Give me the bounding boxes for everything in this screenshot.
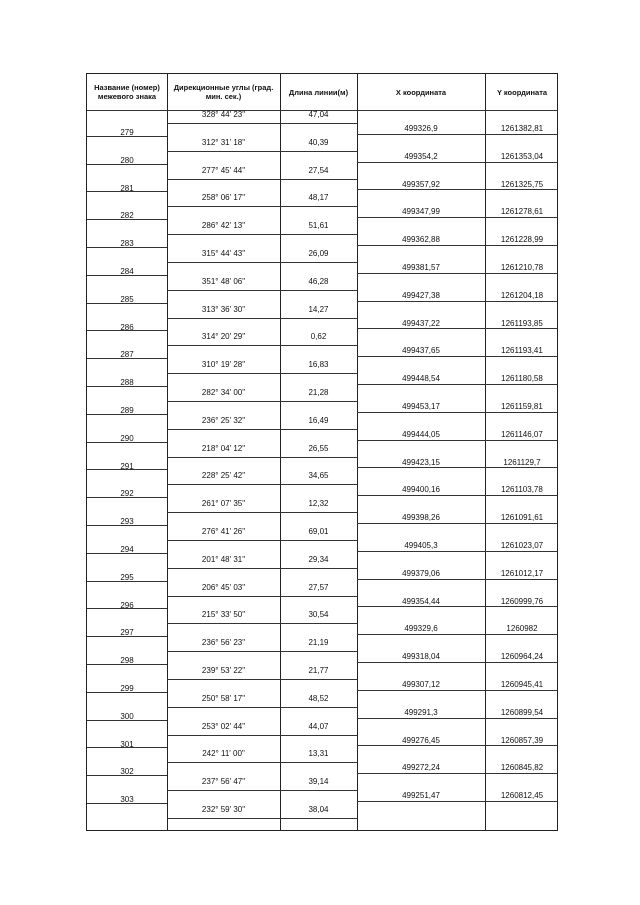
line-length: 13,31 — [308, 749, 329, 759]
segment-underline — [167, 151, 357, 152]
x-coordinate: 499318,04 — [402, 652, 440, 662]
point-row-underline — [87, 386, 167, 387]
point-row-underline — [87, 581, 167, 582]
y-coordinate: 1261204,18 — [500, 290, 544, 300]
line-length: 16,83 — [308, 360, 329, 370]
line-length: 27,54 — [308, 165, 329, 175]
x-coordinate: 499444,05 — [402, 429, 440, 439]
coordinate-underline — [357, 245, 557, 246]
line-length: 16,49 — [308, 415, 329, 425]
coordinate-underline — [357, 495, 557, 496]
directional-angle: 250° 58' 17" — [201, 693, 246, 703]
line-length: 29,34 — [308, 554, 329, 564]
boundary-mark-number: 291 — [120, 461, 134, 471]
y-coordinate: 1261353,04 — [500, 151, 544, 161]
y-coordinate: 1260982 — [506, 624, 538, 634]
line-length: 51,61 — [308, 221, 329, 231]
coordinate-underline — [357, 662, 557, 663]
segment-underline — [167, 540, 357, 541]
x-coordinate: 499276,45 — [402, 735, 440, 745]
x-coordinate: 499354,44 — [402, 596, 440, 606]
line-length: 12,32 — [308, 499, 329, 509]
directional-angle: 277° 45' 44" — [201, 165, 246, 175]
directional-angle: 276° 41' 26" — [201, 527, 246, 536]
line-length: 21,19 — [308, 638, 329, 648]
line-length: 21,77 — [308, 666, 329, 675]
boundary-mark-number: 300 — [120, 711, 134, 721]
x-coordinate: 499448,54 — [402, 374, 440, 384]
segment-underline — [167, 735, 357, 736]
boundary-points-table — [86, 73, 558, 831]
y-coordinate: 1261180,58 — [501, 374, 543, 384]
coordinate-underline — [357, 301, 557, 302]
boundary-mark-number: 281 — [120, 183, 134, 193]
boundary-mark-number: 279 — [120, 127, 134, 137]
header-angles: Дирекционные углы (град. мин. сек.) — [173, 83, 274, 101]
directional-angle: 282° 34' 00" — [201, 388, 246, 397]
y-coordinate: 1261193,85 — [501, 318, 543, 328]
line-length: 30,54 — [308, 610, 329, 620]
segment-underline — [167, 318, 357, 319]
y-coordinate: 1261325,75 — [500, 179, 544, 189]
segment-underline — [167, 568, 357, 569]
y-coordinate: 1260812,45 — [500, 791, 544, 801]
directional-angle: 215° 33' 50" — [201, 610, 246, 620]
point-row-underline — [87, 803, 167, 804]
x-coordinate: 499307,12 — [402, 679, 440, 689]
y-coordinate: 1260999,76 — [500, 596, 544, 606]
directional-angle: 310° 19' 28" — [201, 360, 246, 370]
segment-underline — [167, 623, 357, 624]
y-coordinate: 1261129,7 — [503, 457, 541, 467]
coordinate-underline — [357, 217, 557, 218]
point-row-underline — [87, 775, 167, 776]
coordinate-underline — [357, 579, 557, 580]
point-row-underline — [87, 525, 167, 526]
line-length: 0,62 — [310, 332, 327, 342]
boundary-mark-number: 298 — [120, 656, 134, 666]
coordinate-underline — [357, 467, 557, 468]
point-row-underline — [87, 247, 167, 248]
boundary-mark-number: 297 — [120, 628, 134, 638]
segment-underline — [167, 679, 357, 680]
point-row-underline — [87, 469, 167, 470]
line-length: 27,57 — [308, 582, 329, 592]
x-coordinate: 499362,88 — [402, 235, 440, 245]
segment-underline — [167, 457, 357, 458]
coordinate-underline — [357, 328, 557, 329]
boundary-mark-number: 301 — [120, 739, 134, 749]
segment-underline — [167, 596, 357, 597]
point-row-underline — [87, 303, 167, 304]
boundary-mark-number: 303 — [120, 795, 134, 805]
x-coordinate: 499329,6 — [404, 624, 438, 634]
y-coordinate: 1261228,99 — [500, 235, 544, 245]
x-coordinate: 499381,57 — [402, 262, 440, 272]
coordinate-underline — [357, 273, 557, 274]
coordinate-underline — [357, 801, 557, 802]
directional-angle: 239° 53' 22" — [201, 666, 246, 675]
directional-angle: 286° 42' 13" — [201, 221, 246, 231]
coordinate-underline — [357, 189, 557, 190]
y-coordinate: 1261159,81 — [501, 401, 543, 411]
point-row-underline — [87, 358, 167, 359]
point-row-underline — [87, 330, 167, 331]
point-row-underline — [87, 664, 167, 665]
segment-underline — [167, 512, 357, 513]
segment-underline — [167, 818, 357, 819]
boundary-mark-number: 280 — [120, 155, 134, 165]
header-x: X координата — [395, 87, 447, 97]
line-length: 48,52 — [308, 693, 329, 703]
directional-angle: 218° 04' 12" — [201, 443, 246, 453]
boundary-mark-number: 284 — [120, 266, 134, 276]
line-length: 48,17 — [308, 193, 329, 203]
segment-underline — [167, 290, 357, 291]
line-length: 38,04 — [308, 805, 329, 814]
point-row-underline — [87, 136, 167, 137]
boundary-mark-number: 293 — [120, 517, 134, 527]
line-length: 47,04 — [308, 110, 329, 119]
segment-underline — [167, 484, 357, 485]
boundary-mark-number: 283 — [120, 239, 134, 249]
point-row-underline — [87, 747, 167, 748]
segment-underline — [167, 262, 357, 263]
directional-angle: 261° 07' 35" — [201, 499, 246, 509]
line-length: 39,14 — [308, 777, 329, 787]
x-coordinate: 499251,47 — [402, 791, 440, 801]
x-coordinate: 499354,2 — [404, 151, 438, 161]
coordinate-underline — [357, 412, 557, 413]
coordinate-underline — [357, 384, 557, 385]
point-row-underline — [87, 191, 167, 192]
directional-angle: 228° 25' 42" — [201, 471, 246, 481]
segment-underline — [167, 651, 357, 652]
boundary-mark-number: 299 — [120, 683, 134, 693]
x-coordinate: 499326,9 — [404, 123, 438, 133]
y-coordinate: 1261103,78 — [501, 485, 543, 495]
line-length: 26,55 — [308, 443, 329, 453]
segment-underline — [167, 345, 357, 346]
line-length: 21,28 — [308, 388, 329, 397]
boundary-mark-number: 282 — [120, 211, 134, 221]
x-coordinate: 499423,15 — [402, 457, 440, 467]
line-length: 34,65 — [308, 471, 329, 481]
y-coordinate: 1260857,39 — [500, 735, 544, 745]
boundary-mark-number: 288 — [120, 378, 134, 388]
coordinate-underline — [357, 440, 557, 441]
directional-angle: 315° 44' 43" — [201, 249, 246, 258]
directional-angle: 351° 48' 06" — [201, 276, 246, 286]
x-coordinate: 499398,26 — [402, 513, 440, 523]
coordinate-underline — [357, 523, 557, 524]
point-row-underline — [87, 692, 167, 693]
point-row-underline — [87, 219, 167, 220]
header-length: Длина линии(м) — [288, 87, 349, 97]
directional-angle: 236° 56' 23" — [201, 638, 246, 648]
x-coordinate: 499272,24 — [402, 763, 440, 773]
boundary-mark-number: 302 — [120, 767, 134, 777]
directional-angle: 253° 02' 44" — [201, 721, 246, 731]
point-row-underline — [87, 164, 167, 165]
coordinate-underline — [357, 773, 557, 774]
coordinate-underline — [357, 551, 557, 552]
boundary-mark-number: 294 — [120, 544, 134, 554]
segment-underline — [167, 206, 357, 207]
point-row-underline — [87, 414, 167, 415]
boundary-mark-number: 286 — [120, 322, 134, 332]
y-coordinate: 1260964,24 — [500, 652, 544, 662]
boundary-mark-number: 289 — [120, 405, 134, 415]
x-coordinate: 499437,65 — [402, 346, 440, 356]
segment-underline — [167, 429, 357, 430]
segment-underline — [167, 179, 357, 180]
header-name: Название (номер) межевого знака — [94, 83, 160, 101]
directional-angle: 206° 45' 03" — [201, 582, 246, 592]
coordinate-underline — [357, 356, 557, 357]
directional-angle: 236° 25' 32" — [201, 415, 246, 425]
point-row-underline — [87, 720, 167, 721]
directional-angle: 328° 44' 23" — [201, 110, 246, 119]
y-coordinate: 1260945,41 — [500, 679, 544, 689]
directional-angle: 201° 48' 31" — [201, 554, 246, 564]
coordinate-underline — [357, 745, 557, 746]
directional-angle: 312° 31' 18" — [201, 137, 246, 147]
directional-angle: 232° 59' 30" — [201, 805, 246, 814]
line-length: 44,07 — [308, 721, 329, 731]
point-row-underline — [87, 608, 167, 609]
line-length: 26,09 — [308, 249, 329, 258]
boundary-mark-number: 290 — [120, 433, 134, 443]
boundary-mark-number: 287 — [120, 350, 134, 360]
coordinate-underline — [357, 606, 557, 607]
line-length: 14,27 — [308, 304, 329, 314]
x-coordinate: 499453,17 — [402, 401, 440, 411]
boundary-mark-number: 295 — [120, 572, 134, 582]
point-row-underline — [87, 553, 167, 554]
y-coordinate: 1261091,61 — [500, 513, 544, 523]
x-coordinate: 499379,06 — [402, 568, 440, 578]
directional-angle: 242° 11' 00" — [202, 749, 245, 759]
point-row-underline — [87, 497, 167, 498]
segment-underline — [167, 401, 357, 402]
directional-angle: 258° 06' 17" — [201, 193, 246, 203]
segment-underline — [167, 707, 357, 708]
y-coordinate: 1261382,81 — [500, 123, 544, 133]
coordinate-underline — [357, 134, 557, 135]
coordinate-underline — [357, 690, 557, 691]
directional-angle: 314° 20' 29" — [201, 332, 246, 342]
y-coordinate: 1261278,61 — [500, 207, 544, 217]
boundary-mark-number: 296 — [120, 600, 134, 610]
directional-angle: 313° 36' 30" — [201, 304, 246, 314]
segment-underline — [167, 790, 357, 791]
segment-underline — [167, 123, 357, 124]
x-coordinate: 499400,16 — [402, 485, 440, 495]
point-row-underline — [87, 442, 167, 443]
segment-underline — [167, 762, 357, 763]
coordinate-underline — [357, 718, 557, 719]
boundary-mark-number: 285 — [120, 294, 134, 304]
x-coordinate: 499291,3 — [404, 707, 438, 717]
y-coordinate: 1260899,54 — [500, 707, 544, 717]
line-length: 40,39 — [308, 137, 329, 147]
y-coordinate: 1261210,78 — [500, 262, 544, 272]
directional-angle: 237° 56' 47" — [201, 777, 246, 787]
y-coordinate: 1261023,07 — [500, 540, 544, 550]
y-coordinate: 1261193,41 — [501, 346, 543, 356]
y-coordinate: 1261012,17 — [500, 568, 544, 578]
point-row-underline — [87, 275, 167, 276]
x-coordinate: 499427,38 — [402, 290, 440, 300]
segment-underline — [167, 373, 357, 374]
point-row-underline — [87, 636, 167, 637]
coordinate-underline — [357, 162, 557, 163]
line-length: 69,01 — [308, 527, 329, 536]
coordinate-underline — [357, 634, 557, 635]
line-length: 46,28 — [308, 276, 329, 286]
segment-underline — [167, 234, 357, 235]
x-coordinate: 499437,22 — [402, 318, 440, 328]
y-coordinate: 1260845,82 — [500, 763, 544, 773]
x-coordinate: 499347,99 — [402, 207, 440, 217]
x-coordinate: 499357,92 — [402, 179, 440, 189]
x-coordinate: 499405,3 — [404, 540, 438, 550]
header-y: Y координата — [496, 87, 548, 97]
boundary-mark-number: 292 — [120, 489, 134, 499]
y-coordinate: 1261146,07 — [501, 429, 543, 439]
